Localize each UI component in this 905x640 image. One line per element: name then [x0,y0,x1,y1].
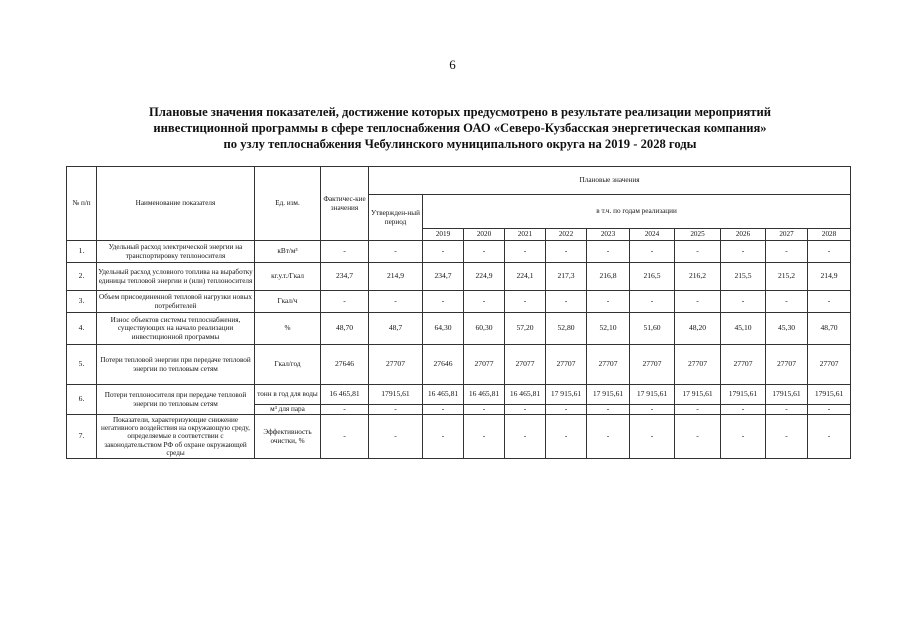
cell-year-value: - [587,415,630,459]
cell-year-value: - [423,241,464,263]
cell-year-value: 27707 [675,345,721,385]
cell-year-value: 215,2 [766,263,808,291]
cell-approved: 27707 [369,345,423,385]
cell-num: 3. [67,291,97,313]
cell-year-value: 52,10 [587,313,630,345]
cell-approved: 17915,61 [369,385,423,405]
cell-year-value: 27707 [721,345,766,385]
cell-year-value: - [766,291,808,313]
cell-unit: Гкал/ч [255,291,321,313]
cell-year-value: - [505,415,546,459]
cell-year-value: - [766,415,808,459]
cell-actual: 16 465,81 [321,385,369,405]
cell-year-value: - [808,291,851,313]
cell-year-value: - [630,241,675,263]
cell-approved: - [369,241,423,263]
cell-name: Удельный расход условного топлива на выработку единицы тепловой энергии и (или) теплоносителя [97,263,255,291]
cell-year-value: 27707 [766,345,808,385]
cell-year-value: 27707 [630,345,675,385]
cell-approved: - [369,405,423,415]
document-title [60,104,860,152]
cell-year-value: 48,70 [808,313,851,345]
header-year: 2022 [546,229,587,241]
header-year: 2028 [808,229,851,241]
cell-unit: м³ для пара [255,405,321,415]
header-name: Наименование показателя [97,167,255,241]
cell-actual: - [321,291,369,313]
header-year: 2025 [675,229,721,241]
cell-year-value: 17915,61 [766,385,808,405]
cell-year-value: 16 465,81 [423,385,464,405]
table-row [67,415,851,459]
cell-year-value: - [505,291,546,313]
cell-num: 1. [67,241,97,263]
header-planned: Плановые значения [369,167,851,195]
cell-actual: 234,7 [321,263,369,291]
cell-year-value: 17915,61 [721,385,766,405]
cell-year-value: 45,30 [766,313,808,345]
cell-year-value: - [630,415,675,459]
cell-year-value: - [587,241,630,263]
cell-year-value: 16 465,81 [464,385,505,405]
cell-year-value: 224,1 [505,263,546,291]
cell-name: Объем присоединенной тепловой нагрузки новых потребителей [97,291,255,313]
header-year: 2020 [464,229,505,241]
cell-year-value: - [587,405,630,415]
cell-year-value: 234,7 [423,263,464,291]
cell-name: Износ объектов системы теплоснабжения, существующих на начало реализации инвестиционной программы [97,313,255,345]
cell-year-value: - [675,241,721,263]
cell-year-value: 64,30 [423,313,464,345]
cell-approved: 214,9 [369,263,423,291]
cell-name: Потери теплоносителя при передаче тепловой энергии по тепловым сетям [97,385,255,415]
cell-name: Удельный расход электрической энергии на транспортировку теплоносителя [97,241,255,263]
cell-approved: - [369,415,423,459]
header-approved: Утвержден-ный период [369,195,423,241]
cell-unit: Эффективность очистки, % [255,415,321,459]
cell-num: 6. [67,385,97,415]
header-num: № п/п [67,167,97,241]
cell-year-value: - [505,405,546,415]
cell-year-value: - [808,405,851,415]
cell-year-value: - [808,415,851,459]
cell-name: Потери тепловой энергии при передаче тепловой энергии по тепловым сетям [97,345,255,385]
cell-unit: Гкал/год [255,345,321,385]
cell-year-value: - [505,241,546,263]
header-actual: Фактичес-кие значения [321,167,369,241]
cell-year-value: - [546,415,587,459]
cell-year-value: - [464,291,505,313]
cell-year-value: - [630,291,675,313]
cell-year-value: - [464,405,505,415]
cell-year-value: - [766,405,808,415]
cell-year-value: 224,9 [464,263,505,291]
cell-year-value: 216,2 [675,263,721,291]
cell-year-value: - [546,405,587,415]
cell-approved: 48,7 [369,313,423,345]
cell-num: 2. [67,263,97,291]
cell-year-value: - [675,415,721,459]
header-year: 2019 [423,229,464,241]
table-row [67,313,851,345]
cell-year-value: - [464,415,505,459]
cell-year-value: 217,3 [546,263,587,291]
header-unit: Ед. изм. [255,167,321,241]
header-year: 2027 [766,229,808,241]
cell-num: 7. [67,415,97,459]
table-row [67,263,851,291]
cell-year-value: - [721,405,766,415]
cell-year-value: 27707 [546,345,587,385]
cell-year-value: 16 465,81 [505,385,546,405]
cell-year-value: 216,5 [630,263,675,291]
header-year: 2023 [587,229,630,241]
title-line: инвестиционной программы в сфере теплоснабжения ОАО «Северо-Кузбасская энергетическая компания» [153,121,767,135]
cell-year-value: 215,5 [721,263,766,291]
cell-year-value: - [423,415,464,459]
cell-actual: - [321,405,369,415]
cell-year-value: - [721,241,766,263]
cell-unit: % [255,313,321,345]
cell-actual: 27646 [321,345,369,385]
cell-year-value: - [587,291,630,313]
table-row [67,241,851,263]
cell-year-value: 27707 [808,345,851,385]
cell-year-value: 17 915,61 [587,385,630,405]
cell-year-value: 27646 [423,345,464,385]
cell-year-value: - [423,405,464,415]
cell-actual: - [321,415,369,459]
cell-year-value: - [721,415,766,459]
cell-year-value: 27077 [464,345,505,385]
cell-approved: - [369,291,423,313]
table-row [67,345,851,385]
cell-num: 5. [67,345,97,385]
cell-year-value: - [630,405,675,415]
cell-year-value: 57,20 [505,313,546,345]
indicators-table [66,166,851,459]
header-year: 2021 [505,229,546,241]
cell-year-value: 214,9 [808,263,851,291]
title-line: по узлу теплоснабжения Чебулинского муниципального округа на 2019 - 2028 годы [223,137,697,151]
cell-year-value: 51,60 [630,313,675,345]
cell-year-value: - [546,291,587,313]
cell-year-value: - [423,291,464,313]
cell-year-value: - [766,241,808,263]
cell-name: Показатели, характеризующие снижение негативного воздействия на окружающую среду, определяемые в соответствии с законодательством РФ об охране окружающей среды [97,415,255,459]
cell-year-value: - [721,291,766,313]
cell-year-value: - [808,241,851,263]
cell-year-value: - [675,405,721,415]
cell-year-value: 17 915,61 [675,385,721,405]
cell-year-value: - [675,291,721,313]
cell-year-value: 48,20 [675,313,721,345]
cell-actual: - [321,241,369,263]
page-number: 6 [449,57,456,72]
title-line: Плановые значения показателей, достижение которых предусмотрено в результате реализации мероприятий [149,105,771,119]
cell-year-value: 27077 [505,345,546,385]
cell-year-value: 60,30 [464,313,505,345]
cell-year-value: - [464,241,505,263]
cell-unit: кг.у.т./Гкал [255,263,321,291]
header-year: 2026 [721,229,766,241]
table-row [67,291,851,313]
cell-year-value: 52,80 [546,313,587,345]
table-row [67,385,851,405]
header-year: 2024 [630,229,675,241]
cell-year-value: 17 915,61 [630,385,675,405]
cell-year-value: 27707 [587,345,630,385]
cell-unit: кВт/м³ [255,241,321,263]
cell-num: 4. [67,313,97,345]
cell-year-value: 17 915,61 [546,385,587,405]
cell-year-value: 17915,61 [808,385,851,405]
cell-year-value: - [546,241,587,263]
cell-unit: тонн в год для воды [255,385,321,405]
cell-year-value: 216,8 [587,263,630,291]
cell-year-value: 45,10 [721,313,766,345]
cell-actual: 48,70 [321,313,369,345]
header-by-years: в т.ч. по годам реализации [423,195,851,229]
